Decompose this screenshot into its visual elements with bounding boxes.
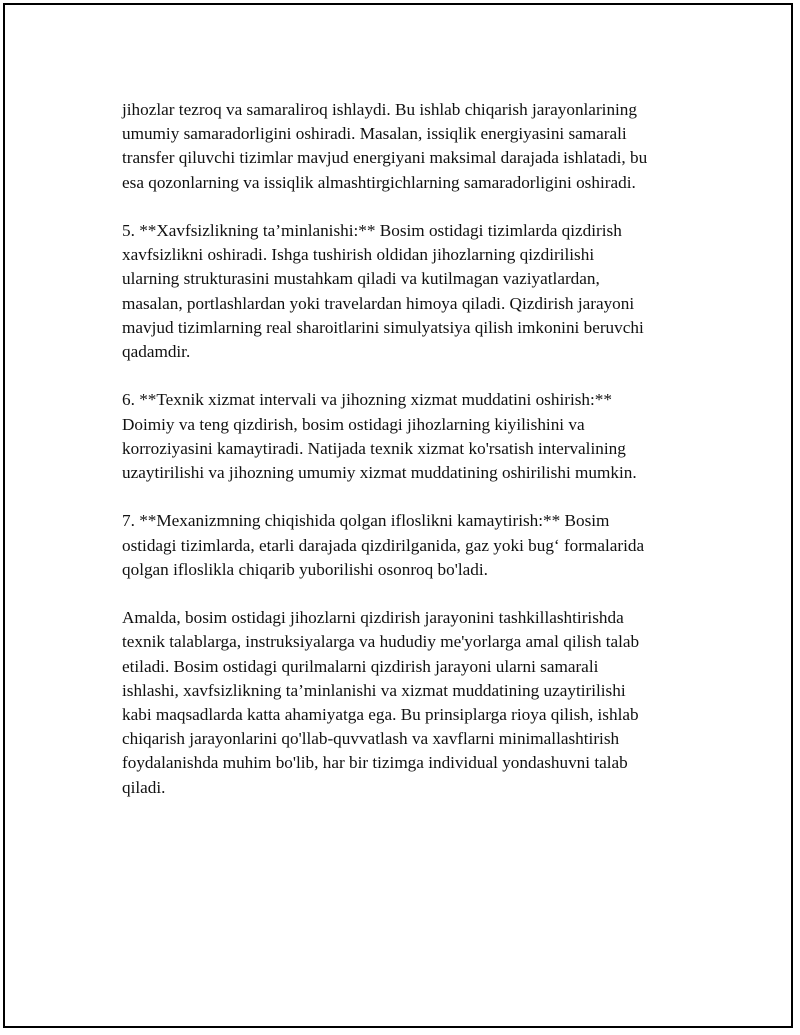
text-line: ularning strukturasini mustahkam qiladi va kutilmagan vaziyatlardan,	[122, 269, 600, 289]
paragraph-item-7	[122, 509, 702, 582]
text-line: transfer qiluvchi tizimlar mavjud energiyani maksimal darajada ishlatadi, bu	[122, 148, 648, 168]
text-line: mavjud tizimlarning real sharoitlarini simulyatsiya qilish imkonini beruvchi	[122, 317, 644, 337]
text-line: xavfsizlikni oshiradi. Ishga tushirish oldidan jihozlarning qizdirilishi	[122, 245, 595, 265]
text-line: texnik talablarga, instruksiyalarga va hududiy me'yorlarga amal qilish talab	[122, 632, 640, 652]
text-line: esa qozonlarning va issiqlik almashtirgichlarning samaradorligini oshiradi.	[122, 172, 636, 192]
paragraph-conclusion	[122, 606, 702, 800]
page-border	[3, 3, 793, 1028]
text-line: Amalda, bosim ostidagi jihozlarni qizdirish jarayonini tashkillashtirishda	[122, 608, 624, 628]
text-line: kabi maqsadlarda katta ahamiyatga ega. Bu prinsiplarga rioya qilish, ishlab	[122, 705, 639, 725]
paragraph-item-6	[122, 388, 702, 485]
paragraph-continuation	[122, 98, 702, 195]
text-line: uzaytirilishi va jihozning umumiy xizmat muddatining oshirilishi mumkin.	[122, 463, 637, 483]
document-body	[122, 98, 702, 824]
text-line: korroziyasini kamaytiradi. Natijada texnik xizmat ko'rsatish intervalining	[122, 438, 626, 458]
text-line: ostidagi tizimlarda, etarli darajada qizdirilganida, gaz yoki bug‘ formalarida	[122, 535, 645, 555]
text-line: qolgan ifloslikla chiqarib yuborilishi osonroq bo'ladi.	[122, 559, 488, 579]
text-line: Doimiy va teng qizdirish, bosim ostidagi jihozlarning kiyilishini va	[122, 414, 585, 434]
text-line: qiladi.	[122, 777, 166, 797]
paragraph-item-5	[122, 219, 702, 364]
text-line: etiladi. Bosim ostidagi qurilmalarni qizdirish jarayoni ularni samarali	[122, 656, 599, 676]
text-line: masalan, portlashlardan yoki travelardan himoya qiladi. Qizdirish jarayoni	[122, 293, 635, 313]
text-line: foydalanishda muhim bo'lib, har bir tizimga individual yondashuvni talab	[122, 753, 628, 773]
text-line: 5. **Xavfsizlikning ta’minlanishi:** Bosim ostidagi tizimlarda qizdirish	[122, 221, 622, 240]
text-line: 7. **Mexanizmning chiqishida qolgan ifloslikni kamaytirish:** Bosim	[122, 511, 610, 531]
text-line: jihozlar tezroq va samaraliroq ishlaydi. Bu ishlab chiqarish jarayonlarining	[122, 100, 637, 119]
text-line: chiqarish jarayonlarini qo'llab-quvvatlash va xavflarni minimallashtirish	[122, 729, 620, 749]
text-line: qadamdir.	[122, 342, 191, 362]
text-line: umumiy samaradorligini oshiradi. Masalan, issiqlik energiyasini samarali	[122, 124, 627, 144]
text-line: ishlashi, xavfsizlikning ta’minlanishi va xizmat muddatining uzaytirilishi	[122, 680, 626, 700]
text-line: 6. **Texnik xizmat intervali va jihozning xizmat muddatini oshirish:**	[122, 390, 612, 410]
